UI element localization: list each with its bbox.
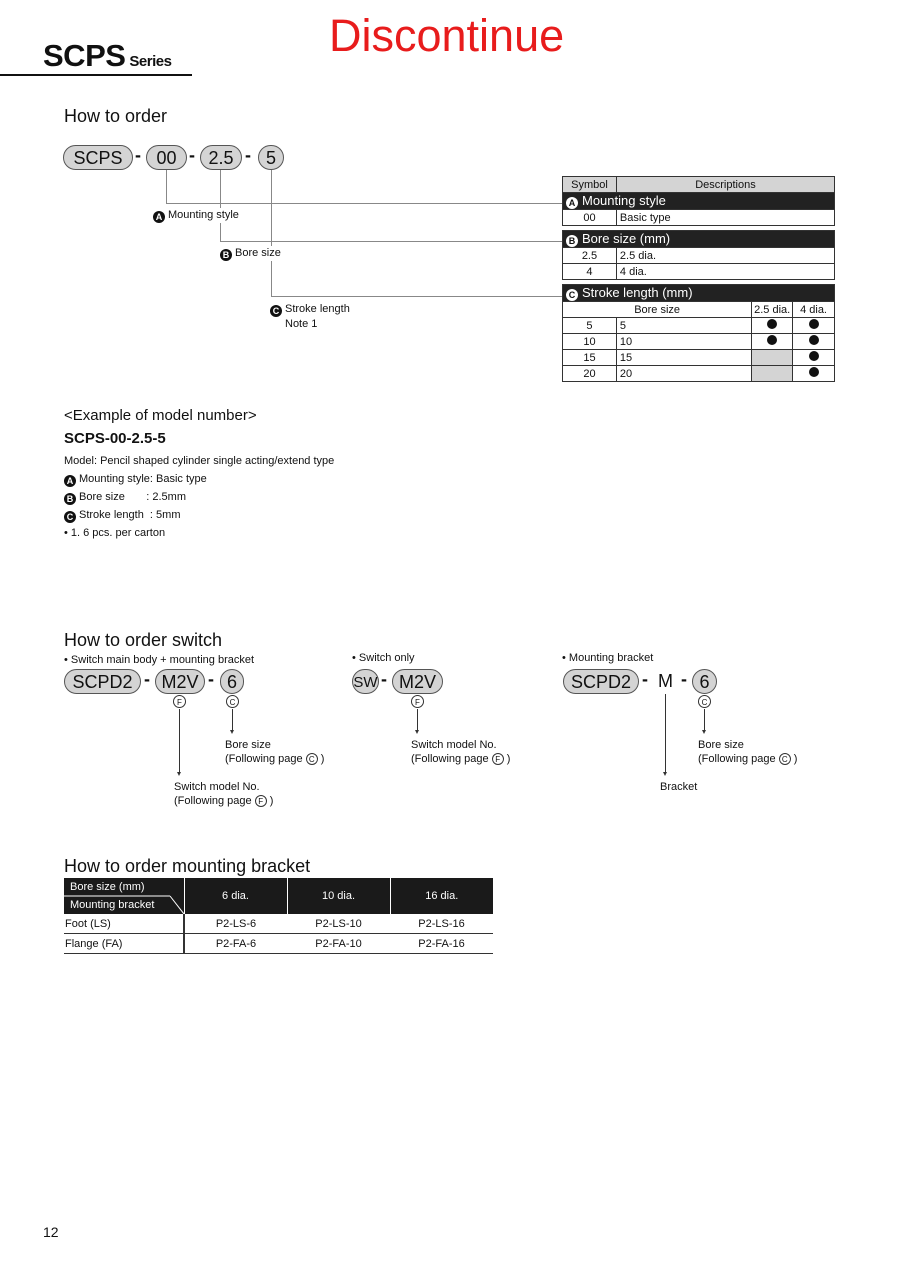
- corner-header: [64, 878, 184, 914]
- badge-a-icon: A: [64, 475, 76, 487]
- table-subheader-row: [563, 302, 835, 318]
- series-code: SCPS: [43, 38, 126, 73]
- leader-line-a: [166, 203, 562, 204]
- available-dot-icon: [767, 319, 777, 329]
- section-mounting-style: [563, 193, 835, 210]
- desc-cell: 5: [616, 318, 751, 334]
- desc-cell: 15: [616, 350, 751, 366]
- example-model: SCPS-00-2.5-5: [64, 430, 166, 447]
- switch-g1-part-body: SCPD2: [64, 669, 141, 694]
- available-dot-icon: [809, 351, 819, 361]
- section-title: Bore size (mm): [582, 231, 671, 246]
- unavailable-cell: [752, 366, 793, 382]
- leader-line: [179, 709, 180, 773]
- series-word: Series: [129, 53, 172, 70]
- leader-line: [704, 709, 705, 731]
- switch-g1-bore-label: [225, 738, 324, 766]
- ref-text: (Following page: [698, 753, 776, 765]
- desc-cell: Basic type: [616, 210, 834, 226]
- table-row: [563, 334, 835, 350]
- switch-g1-part-bore: 6: [220, 669, 244, 694]
- example-mounting-line: [64, 473, 207, 487]
- label-mounting-style: [153, 208, 239, 223]
- ref-text: ): [506, 753, 511, 765]
- ref-text: (Following page: [411, 753, 489, 765]
- section-title: Stroke length (mm): [582, 285, 693, 300]
- switch-g3-caption: • Mounting bracket: [562, 652, 654, 664]
- corner-bottom-label: Mounting bracket: [70, 899, 155, 911]
- corner-top-label: Bore size (mm): [70, 881, 145, 893]
- availability-cell: [793, 350, 835, 366]
- code-separator: -: [681, 669, 687, 689]
- desc-cell: 4 dia.: [616, 264, 834, 280]
- example-text: Bore size : 2.5mm: [79, 491, 186, 503]
- label-text: Switch model No.: [174, 781, 260, 793]
- label-text: Stroke length: [285, 303, 350, 315]
- leader-line-b: [220, 170, 221, 241]
- switch-title: How to order switch: [64, 630, 223, 650]
- col-2-5-dia: 2.5 dia.: [752, 302, 793, 318]
- available-dot-icon: [809, 367, 819, 377]
- example-model-desc: Model: Pencil shaped cylinder single acting/extend type: [64, 455, 335, 467]
- code-separator: -: [642, 669, 648, 689]
- availability-cell: [752, 318, 793, 334]
- page-number: 12: [43, 1224, 59, 1240]
- availability-cell: [752, 334, 793, 350]
- table-header-row: [64, 878, 493, 914]
- table-cell: P2-LS-10: [287, 914, 390, 934]
- badge-a-icon: A: [566, 197, 578, 209]
- table-row: [563, 318, 835, 334]
- code-part-bore: 2.5: [200, 145, 242, 170]
- badge-c-icon: C: [270, 305, 282, 317]
- availability-cell: [793, 366, 835, 382]
- label-text: Bore size: [698, 739, 744, 751]
- available-dot-icon: [809, 335, 819, 345]
- table-row: [563, 210, 835, 226]
- leader-line: [665, 694, 666, 773]
- label-text: Bore size: [235, 247, 281, 259]
- table-row: [563, 350, 835, 366]
- ref-text: ): [793, 753, 798, 765]
- label-text: Switch model No.: [411, 739, 497, 751]
- arrow-down-icon: [230, 730, 234, 734]
- row-name: Flange (FA): [64, 934, 184, 954]
- leader-line-c: [271, 296, 562, 297]
- code-part-series: SCPS: [63, 145, 133, 170]
- series-underline: [0, 74, 192, 76]
- circle-f-icon: F: [411, 695, 424, 708]
- badge-c-icon: C: [566, 289, 578, 301]
- example-text: Mounting style: Basic type: [79, 473, 207, 485]
- bracket-title: How to order mounting bracket: [64, 856, 311, 876]
- code-separator: -: [189, 145, 195, 165]
- table-row: [64, 914, 493, 934]
- switch-g3-part-m: M: [658, 671, 673, 691]
- badge-a-icon: A: [153, 211, 165, 223]
- table-row: [563, 366, 835, 382]
- availability-cell: [793, 334, 835, 350]
- badge-b-icon: B: [566, 235, 578, 247]
- bracket-table: [64, 878, 493, 954]
- table-cell: P2-LS-6: [184, 914, 287, 934]
- ref-text: (Following page: [225, 753, 303, 765]
- symbol-cell: 4: [563, 264, 617, 280]
- ref-text: ): [320, 753, 325, 765]
- table-row: [64, 934, 493, 954]
- code-part-stroke: 5: [258, 145, 284, 170]
- switch-g3-part-bore: 6: [692, 669, 717, 694]
- arrow-down-icon: [177, 772, 181, 776]
- label-text: Mounting style: [168, 209, 239, 221]
- col-6-dia: 6 dia.: [184, 878, 287, 914]
- leader-line: [232, 709, 233, 731]
- code-part-mounting: 00: [146, 145, 187, 170]
- availability-cell: [793, 318, 835, 334]
- section-title: Mounting style: [582, 193, 666, 208]
- leader-line-a: [166, 170, 167, 203]
- col-symbol: Symbol: [563, 177, 617, 193]
- switch-g1-model-label: [174, 780, 273, 808]
- desc-cell: 20: [616, 366, 751, 382]
- table-row: [563, 248, 835, 264]
- section-bore-size: [563, 231, 835, 248]
- col-descriptions: Descriptions: [616, 177, 834, 193]
- label-text: Bore size: [225, 739, 271, 751]
- switch-g2-part-sw: SW: [352, 669, 379, 694]
- circle-f-icon: F: [173, 695, 186, 708]
- label-note: Note 1: [285, 318, 318, 330]
- circle-f-icon: F: [492, 753, 504, 765]
- arrow-down-icon: [415, 730, 419, 734]
- table-cell: P2-FA-16: [390, 934, 493, 954]
- available-dot-icon: [809, 319, 819, 329]
- ref-text: (Following page: [174, 795, 252, 807]
- switch-g1-part-model: M2V: [155, 669, 205, 694]
- code-separator: -: [208, 669, 214, 689]
- subhead-bore-size: Bore size: [563, 302, 752, 318]
- ref-text: ): [269, 795, 274, 807]
- switch-g3-bore-label: [698, 738, 797, 766]
- label-stroke-length: [270, 302, 350, 331]
- circle-c-icon: C: [698, 695, 711, 708]
- row-name: Foot (LS): [64, 914, 184, 934]
- col-10-dia: 10 dia.: [287, 878, 390, 914]
- symbol-cell: 00: [563, 210, 617, 226]
- table-header-row: [563, 177, 835, 193]
- table-cell: P2-FA-10: [287, 934, 390, 954]
- desc-cell: 10: [616, 334, 751, 350]
- example-stroke-line: [64, 509, 181, 523]
- discontinue-banner: Discontinue: [329, 10, 565, 61]
- series-title: [43, 38, 171, 74]
- col-16-dia: 16 dia.: [390, 878, 493, 914]
- circle-f-icon: F: [255, 795, 267, 807]
- arrow-down-icon: [663, 772, 667, 776]
- badge-c-icon: C: [64, 511, 76, 523]
- symbol-cell: 2.5: [563, 248, 617, 264]
- desc-cell: 2.5 dia.: [616, 248, 834, 264]
- code-separator: -: [381, 669, 387, 689]
- code-separator: -: [144, 669, 150, 689]
- switch-g3-part-body: SCPD2: [563, 669, 639, 694]
- table-cell: P2-LS-16: [390, 914, 493, 934]
- example-note: • 1. 6 pcs. per carton: [64, 527, 166, 539]
- how-to-order-title: How to order: [64, 106, 168, 126]
- switch-g2-part-model: M2V: [392, 669, 443, 694]
- col-4-dia: 4 dia.: [793, 302, 835, 318]
- available-dot-icon: [767, 335, 777, 345]
- table-cell: P2-FA-6: [184, 934, 287, 954]
- example-text: Stroke length : 5mm: [79, 509, 181, 521]
- arrow-down-icon: [702, 730, 706, 734]
- switch-g2-model-label: [411, 738, 510, 766]
- table-row: [563, 264, 835, 280]
- switch-g1-caption: • Switch main body + mounting bracket: [64, 654, 255, 666]
- symbol-cell: 15: [563, 350, 617, 366]
- order-spec-table: [562, 176, 835, 382]
- circle-c-icon: C: [226, 695, 239, 708]
- symbol-cell: 20: [563, 366, 617, 382]
- label-bore-size: [220, 246, 281, 261]
- switch-g3-bracket-label: Bracket: [660, 781, 698, 793]
- badge-b-icon: B: [220, 249, 232, 261]
- unavailable-cell: [752, 350, 793, 366]
- example-heading: <Example of model number>: [64, 407, 257, 424]
- example-bore-line: [64, 491, 186, 505]
- code-separator: -: [245, 145, 251, 165]
- leader-line: [417, 709, 418, 731]
- switch-g2-caption: • Switch only: [352, 652, 415, 664]
- section-stroke-length: [563, 285, 835, 302]
- leader-line-c: [271, 170, 272, 296]
- badge-b-icon: B: [64, 493, 76, 505]
- symbol-cell: 5: [563, 318, 617, 334]
- symbol-cell: 10: [563, 334, 617, 350]
- circle-c-icon: C: [779, 753, 791, 765]
- code-separator: -: [135, 145, 141, 165]
- circle-c-icon: C: [306, 753, 318, 765]
